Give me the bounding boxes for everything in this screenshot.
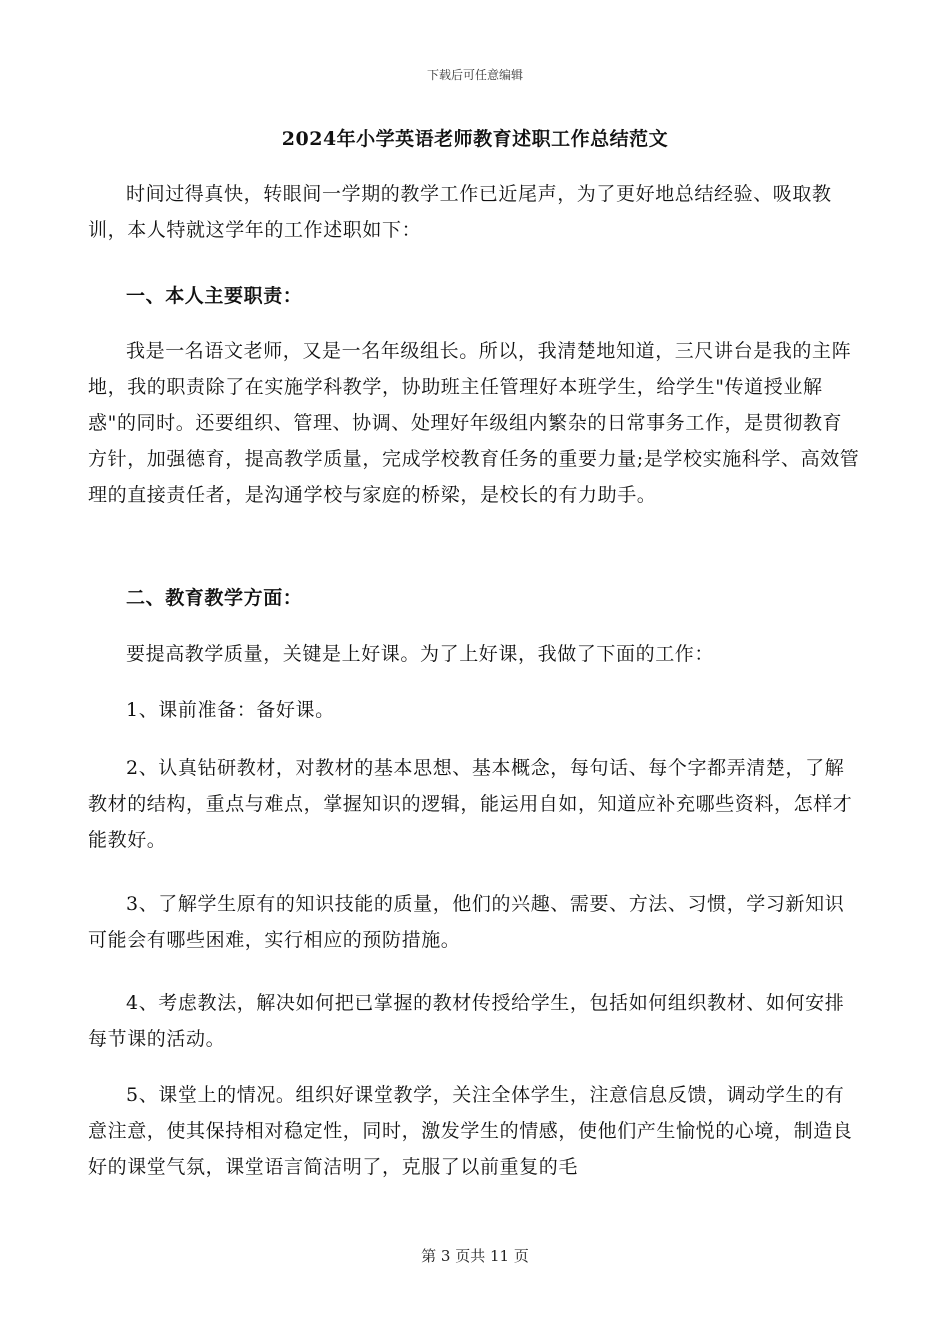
intro-paragraph: 时间过得真快，转眼间一学期的教学工作已近尾声，为了更好地总结经验、吸取教训，本人特就这学年的工作述职如下：	[88, 183, 832, 241]
document-title: 2024年小学英语老师教育述职工作总结范文	[281, 128, 669, 150]
section-heading-duties: 一、本人主要职责：	[126, 285, 303, 307]
duties-paragraph: 我是一名语文老师，又是一名年级组长。所以，我清楚地知道，三尺讲台是我的主阵地，我的职责除了在实施学科教学，协助班主任管理好本班学生，给学生"传道授业解惑"的同时。还要组织、管理、协调、处理好年级组内繁杂的日常事务工作，是贯彻教育方针，加强德育，提高教学质量，完成学校教育任务的重要力量;是学校实施科学、高效管理的直接责任者，是沟通学校与家庭的桥梁，是校长的有力助手。	[88, 340, 860, 506]
header-note: 下载后可任意编辑	[426, 68, 523, 82]
list-item-2: 2、认真钻研教材，对教材的基本思想、基本概念，每句话、每个字都弄清楚，了解教材的结构，重点与难点，掌握知识的逻辑，能运用自如，知道应补充哪些资料，怎样才能教好。	[88, 757, 853, 851]
list-item-5: 5、课堂上的情况。组织好课堂教学，关注全体学生，注意信息反馈，调动学生的有意注意，使其保持相对稳定性，同时，激发学生的情感，使他们产生愉悦的心境，制造良好的课堂气氛，课堂语言简洁明了，克服了以前重复的毛	[88, 1084, 853, 1178]
teaching-intro-paragraph: 要提高教学质量，关键是上好课。为了上好课，我做了下面的工作：	[126, 643, 715, 665]
list-item-3: 3、了解学生原有的知识技能的质量，他们的兴趣、需要、方法、习惯，学习新知识可能会有哪些困难，实行相应的预防措施。	[88, 893, 845, 951]
section-heading-teaching: 二、教育教学方面：	[126, 587, 303, 609]
list-item-4: 4、考虑教法，解决如何把已掌握的教材传授给学生，包括如何组织教材、如何安排每节课的活动。	[88, 992, 845, 1050]
page-number-footer: 第 3 页共 11 页	[421, 1247, 529, 1265]
list-item-1: 1、课前准备：备好课。	[126, 699, 335, 721]
